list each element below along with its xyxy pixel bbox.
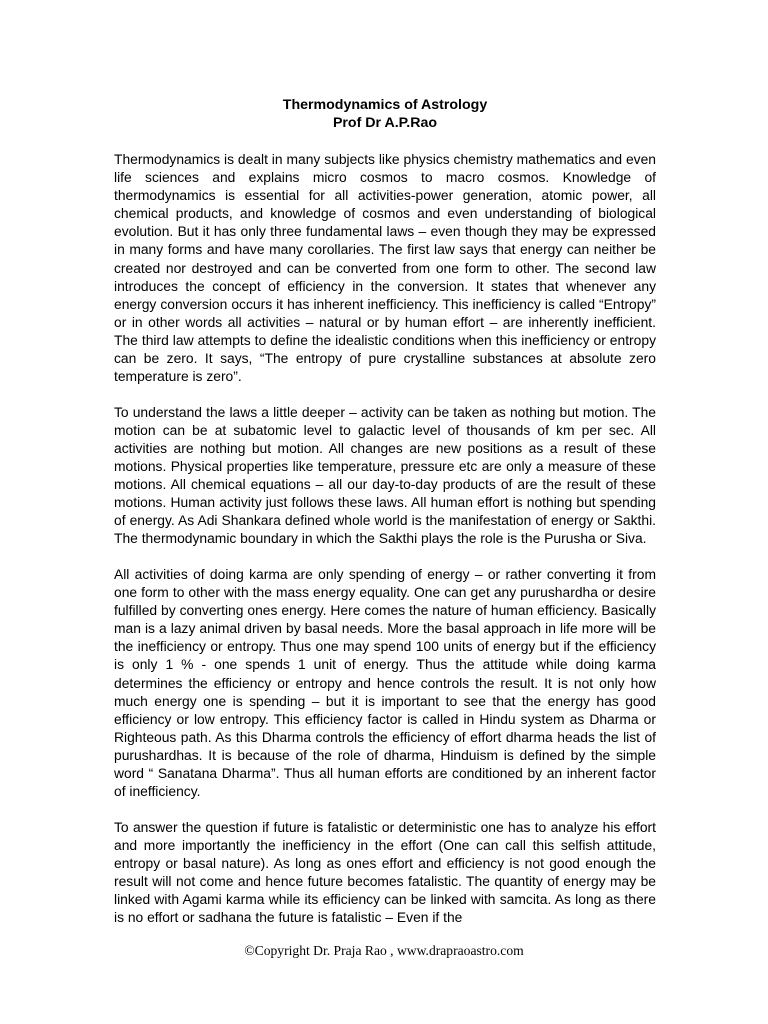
copyright-footer: ©Copyright Dr. Praja Rao , www.drapraoastro.com (244, 943, 524, 958)
paragraph-2: To understand the laws a little deeper – activity can be taken as nothing but motion. The motion can be at subatomic level to galactic level of thousands of km per sec. All activities are nothing but motion. All changes are new positions as a result of these motions. Physical properties like temperature, pressure etc are only a measure of these motions. All chemical equations – all our day-to-day products of are the result of these motions. Human activity just follows these laws. All human effort is nothing but spending of energy. As Adi Shankara defined whole world is the manifestation of energy or Sakthi. The thermodynamic boundary in which the Sakthi plays the role is the Purusha or Siva. (114, 403, 656, 547)
title-block (114, 96, 656, 132)
paragraph-3: All activities of doing karma are only spending of energy – or rather converting it from one form to other with the mass energy equality. One can get any purushardha or desire fulfilled by converting ones energy. Here comes the nature of human efficiency. Basically man is a lazy animal driven by basal needs. More the basal approach in life more will be the inefficiency or entropy. Thus one may spend 100 units of energy but if the efficiency is only 1 % - one spends 1 unit of energy. Thus the attitude while doing karma determines the efficiency or entropy and hence controls the result. It is not only how much energy one is spending – but it is important to see that the energy has good efficiency or low entropy. This efficiency factor is called in Hindu system as Dharma or Righteous path. As this Dharma controls the efficiency of effort dharma heads the list of purushardhas. It is because of the role of dharma, Hinduism is defined by the simple word “ Sanatana Dharma”. Thus all human efforts are conditioned by an inherent factor of inefficiency. (114, 565, 656, 800)
paragraph-4: To answer the question if future is fatalistic or deterministic one has to analyze his effort and more importantly the inefficiency in the effort (One can call this selfish attitude, entropy or basal nature). As long as ones effort and efficiency is not good enough the result will not come and hence future becomes fatalistic. The quantity of energy may be linked with Agami karma while its efficiency can be linked with samcita. As long as there is no effort or sadhana the future is fatalistic – Even if the (114, 818, 656, 926)
document-page (114, 96, 656, 944)
document-title: Thermodynamics of Astrology (282, 97, 488, 113)
document-author: Prof Dr A.P.Rao (332, 115, 438, 131)
paragraph-1: Thermodynamics is dealt in many subjects like physics chemistry mathematics and even life sciences and explains micro cosmos to macro cosmos. Knowledge of thermodynamics is essential for all activities-power generation, atomic power, all chemical products, and knowledge of cosmos and even understanding of biological evolution. But it has only three fundamental laws – even though they may be expressed in many forms and have many corollaries. The first law says that energy can neither be created nor destroyed and can be converted from one form to other. The second law introduces the concept of efficiency in the conversion. It states that whenever any energy conversion occurs it has inherent inefficiency. This inefficiency is called “Entropy” or in other words all activities – natural or by human effort – are inherently inefficient. The third law attempts to define the idealistic conditions when this inefficiency or entropy can be zero. It says, “The entropy of pure crystalline substances at absolute zero temperature is zero”. (114, 151, 656, 385)
